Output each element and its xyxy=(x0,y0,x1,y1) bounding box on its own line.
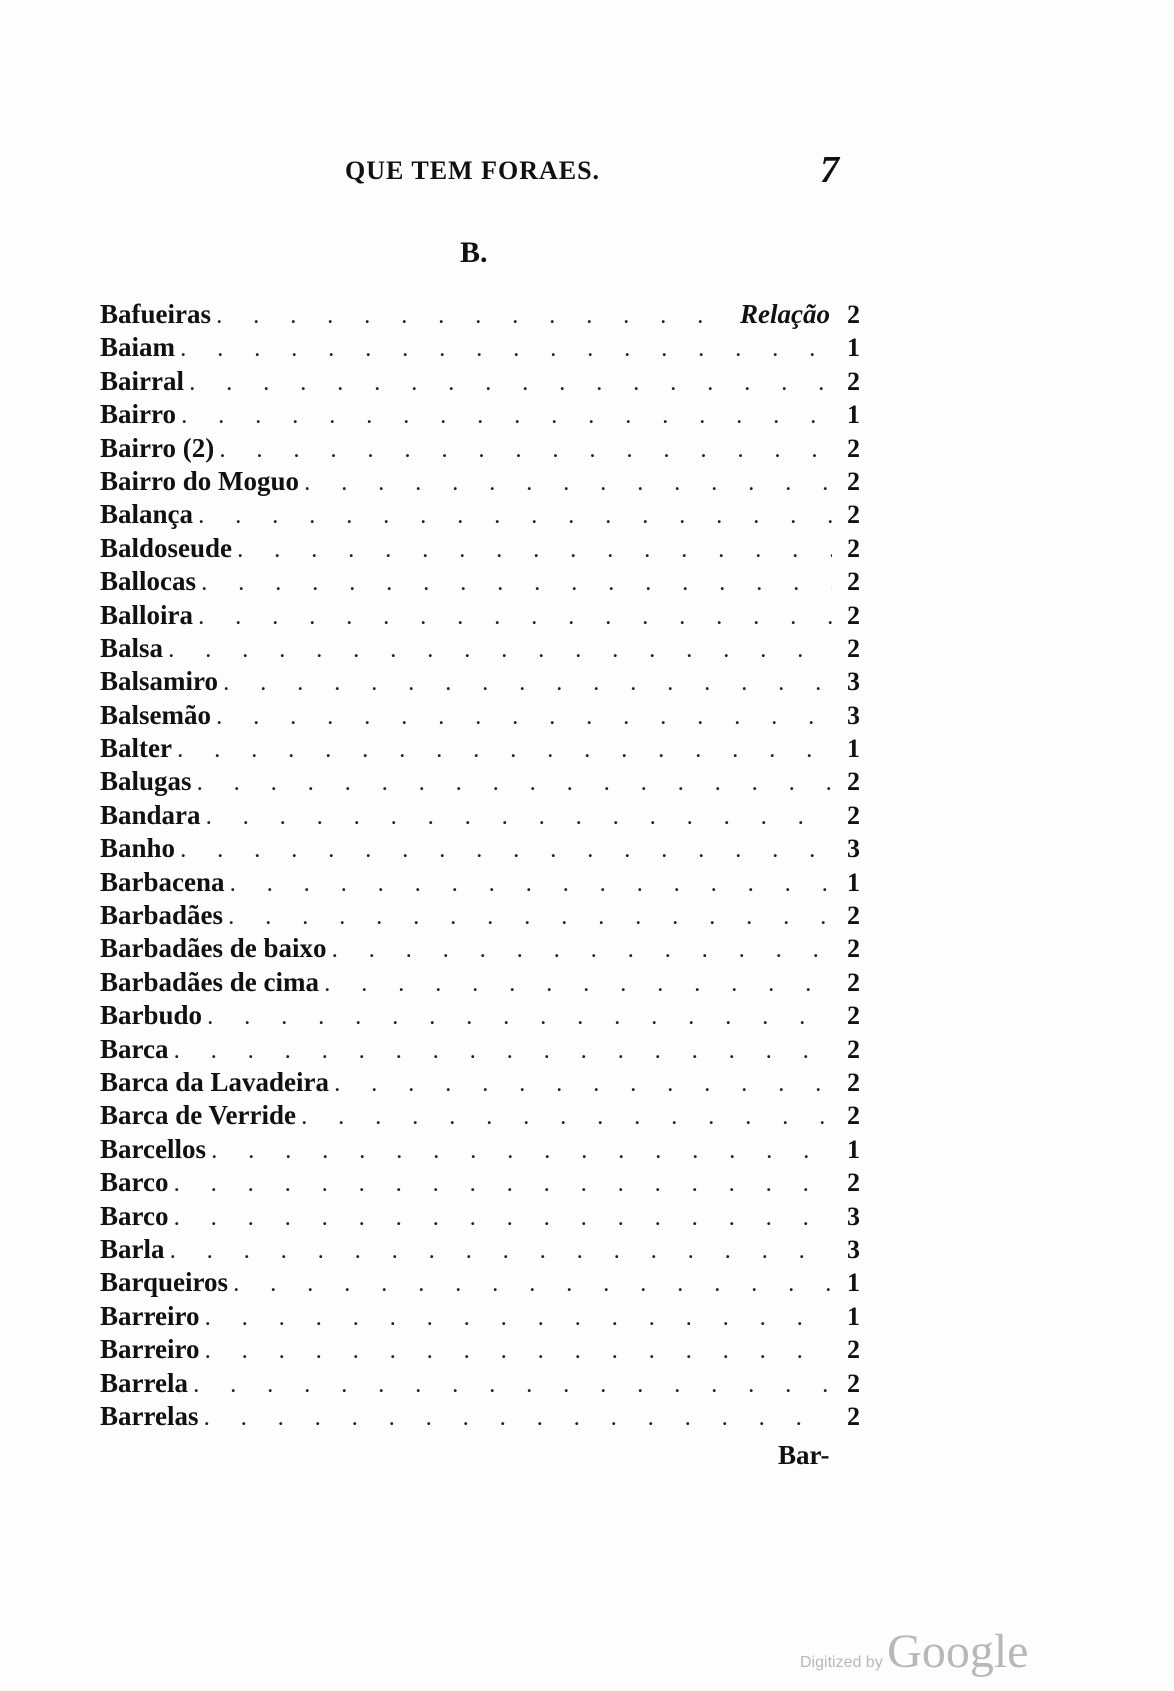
list-item xyxy=(100,732,860,765)
entry-name: Balter xyxy=(100,733,172,764)
entry-name: Barca da Lavadeira xyxy=(100,1066,329,1097)
entry-number: 2 xyxy=(847,533,860,563)
entry-number: 3 xyxy=(847,667,860,697)
list-item xyxy=(100,1099,860,1132)
list-item xyxy=(100,1233,860,1266)
entry-name: Balança xyxy=(100,499,194,530)
dot-leader xyxy=(335,1069,832,1102)
entry-name: Barreiro xyxy=(100,1334,200,1365)
entry-number: 2 xyxy=(847,1001,860,1031)
list-item xyxy=(100,1333,860,1366)
list-item xyxy=(100,832,860,865)
entry-name: Barca de Verride xyxy=(100,1100,296,1131)
list-item xyxy=(100,799,860,832)
dot-leader xyxy=(305,468,832,501)
entry-court: Relação xyxy=(740,299,830,329)
entry-number: 1 xyxy=(847,333,860,363)
entry-name: Balsa xyxy=(100,632,164,663)
entry-number: 3 xyxy=(847,834,860,864)
dot-leader xyxy=(175,1169,833,1202)
entry-name: Baiam xyxy=(100,332,176,363)
entry-name: Barrelas xyxy=(100,1400,199,1431)
entry-name: Banho xyxy=(100,833,176,864)
dot-leader xyxy=(199,602,832,635)
page-header xyxy=(0,149,1174,192)
dot-leader xyxy=(178,735,832,768)
entry-name: Barreiro xyxy=(100,1300,200,1331)
digitized-watermark xyxy=(800,1624,1028,1679)
dot-leader xyxy=(220,435,832,468)
entry-number: 2 xyxy=(847,300,860,329)
dot-leader xyxy=(208,1002,832,1035)
entry-name: Ballocas xyxy=(100,566,197,597)
entry-number: 2 xyxy=(847,1368,860,1398)
entry-number: 2 xyxy=(847,500,860,530)
dot-leader xyxy=(229,902,832,935)
list-item xyxy=(100,1266,860,1299)
watermark-brand: Google xyxy=(887,1625,1029,1678)
dot-leader xyxy=(198,768,832,801)
entry-number: 2 xyxy=(847,967,860,997)
list-item xyxy=(100,398,860,431)
entry-number: 1 xyxy=(847,867,860,897)
entry-name: Balugas xyxy=(100,766,192,797)
list-item xyxy=(100,665,860,698)
list-item xyxy=(100,866,860,899)
entry-name: Barco xyxy=(100,1167,169,1198)
entry-name: Bandara xyxy=(100,799,201,830)
list-item xyxy=(100,1133,860,1166)
list-item xyxy=(100,532,860,565)
entry-name: Balsemão xyxy=(100,699,211,730)
page-number: 7 xyxy=(820,149,839,191)
entry-name: Barbadães de cima xyxy=(100,966,319,997)
entry-number: 3 xyxy=(847,700,860,730)
dot-leader xyxy=(181,835,832,868)
entry-name: Bairral xyxy=(100,365,184,396)
dot-leader xyxy=(217,301,734,334)
entry-number: 2 xyxy=(847,1101,860,1131)
entry-number: 2 xyxy=(847,800,860,830)
dot-leader xyxy=(175,1203,833,1236)
list-item xyxy=(100,999,860,1032)
list-item xyxy=(100,966,860,999)
dot-leader xyxy=(205,1303,832,1336)
list-item xyxy=(100,1300,860,1333)
entry-name: Balsamiro xyxy=(100,666,219,697)
entry-number: 2 xyxy=(847,633,860,663)
dot-leader xyxy=(333,935,832,968)
entry-name: Barbudo xyxy=(100,1000,203,1031)
dot-leader xyxy=(194,1370,832,1403)
dot-leader xyxy=(231,869,833,902)
entry-number: 1 xyxy=(847,400,860,430)
entry-name: Barco xyxy=(100,1200,169,1231)
dot-leader xyxy=(171,1236,833,1269)
entry-name: Bafueiras xyxy=(100,299,211,329)
list-item xyxy=(100,365,860,398)
entry-name: Barcellos xyxy=(100,1133,206,1164)
entry-number: 3 xyxy=(847,1201,860,1231)
list-item xyxy=(100,699,860,732)
dot-leader xyxy=(205,1336,832,1369)
list-item xyxy=(100,765,860,798)
entry-number: 1 xyxy=(847,734,860,764)
list-item xyxy=(100,1367,860,1400)
entry-name: Barbacena xyxy=(100,866,225,897)
entry-number: 1 xyxy=(847,1134,860,1164)
list-item xyxy=(100,932,860,965)
dot-leader xyxy=(202,568,832,601)
entry-number: 2 xyxy=(847,934,860,964)
dot-leader xyxy=(190,368,832,401)
entry-number: 2 xyxy=(847,1168,860,1198)
running-title: QUE TEM FORAES. xyxy=(345,156,601,185)
entry-number: 2 xyxy=(847,1401,860,1431)
entry-name: Barbadães xyxy=(100,900,224,931)
list-item xyxy=(100,1400,860,1433)
entry-name: Balloira xyxy=(100,599,193,630)
entry-number: 2 xyxy=(847,433,860,463)
list-item xyxy=(100,1166,860,1199)
entry-name: Bairro (2) xyxy=(100,432,215,463)
entry-number: 2 xyxy=(847,1034,860,1064)
dot-leader xyxy=(169,635,832,668)
entry-name: Barbadães de baixo xyxy=(100,933,327,964)
dot-leader xyxy=(234,1269,832,1302)
entry-number: 2 xyxy=(847,767,860,797)
entry-number: 2 xyxy=(847,466,860,496)
watermark-prefix: Digitized by xyxy=(800,1654,883,1671)
dot-leader xyxy=(181,334,832,367)
entry-name: Barqueiros xyxy=(100,1267,229,1298)
catchword: Bar- xyxy=(778,1440,830,1470)
list-item xyxy=(100,432,860,465)
dot-leader xyxy=(207,802,832,835)
entry-number: 2 xyxy=(847,567,860,597)
list-item xyxy=(100,1200,860,1233)
entry-number: 2 xyxy=(847,1335,860,1365)
dot-leader xyxy=(199,501,832,534)
entry-name: Baldoseude xyxy=(100,532,233,563)
list-item xyxy=(100,465,860,498)
entry-name: Barla xyxy=(100,1233,165,1264)
list-item xyxy=(100,1066,860,1099)
entry-number: 1 xyxy=(847,1301,860,1331)
list-item xyxy=(100,899,860,932)
entry-name: Barca xyxy=(100,1033,169,1064)
dot-leader xyxy=(224,668,832,701)
dot-leader xyxy=(175,1036,833,1069)
entry-number: 1 xyxy=(847,1268,860,1298)
list-item xyxy=(100,498,860,531)
dot-leader xyxy=(204,1403,832,1436)
entry-number: 3 xyxy=(847,1234,860,1264)
entry-number: 2 xyxy=(847,901,860,931)
entry-number: 2 xyxy=(847,366,860,396)
list-item xyxy=(100,331,860,364)
entry-name: Bairro do Moguo xyxy=(100,465,300,496)
entry-name: Bairro xyxy=(100,399,176,430)
dot-leader xyxy=(217,702,832,735)
list-item xyxy=(100,599,860,632)
place-name-list xyxy=(100,298,860,1433)
dot-leader xyxy=(182,401,832,434)
list-item xyxy=(100,298,860,331)
entry-name: Barrela xyxy=(100,1367,188,1398)
list-item xyxy=(100,632,860,665)
dot-leader xyxy=(212,1136,832,1169)
list-item xyxy=(100,1033,860,1066)
dot-leader xyxy=(325,969,832,1002)
entry-number: 2 xyxy=(847,600,860,630)
list-item xyxy=(100,565,860,598)
dot-leader xyxy=(238,535,832,568)
dot-leader xyxy=(302,1102,832,1135)
entry-number: 2 xyxy=(847,1067,860,1097)
section-letter: B. xyxy=(460,236,488,269)
